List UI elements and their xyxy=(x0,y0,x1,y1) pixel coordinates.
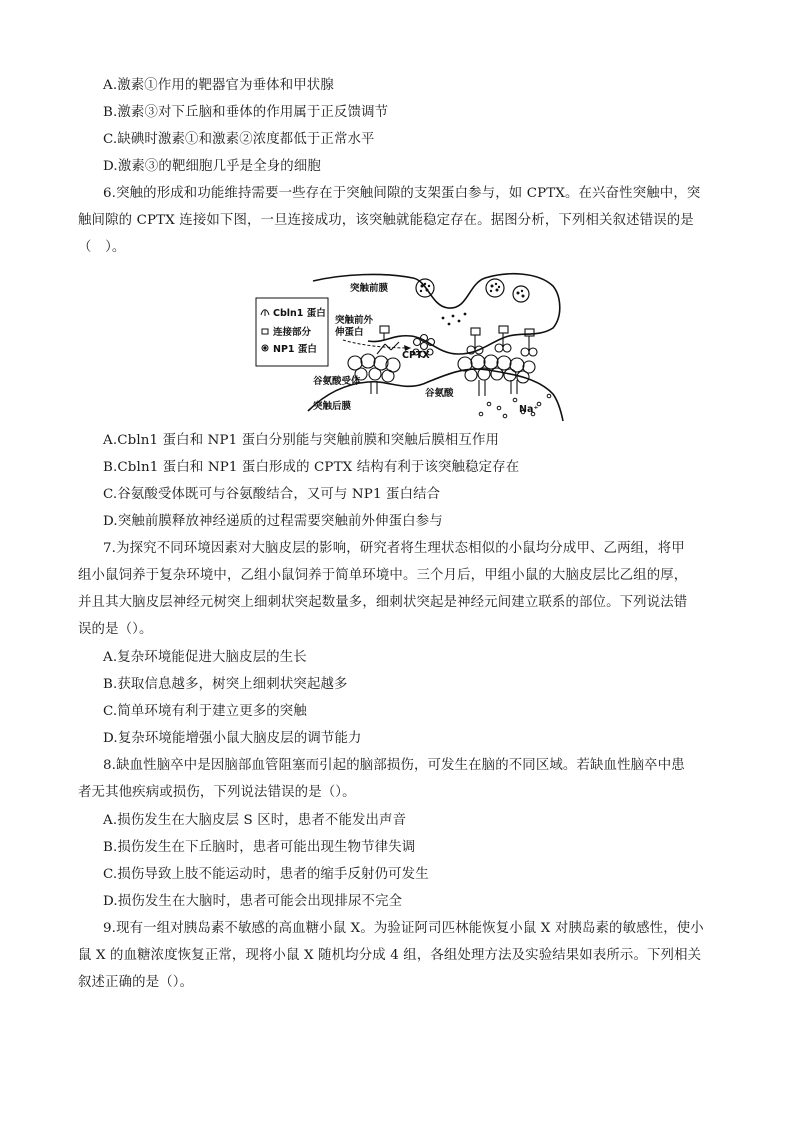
q5-option-a: A.激素①作用的靶器官为垂体和甲状腺 xyxy=(103,78,334,93)
sodium-ion-dots xyxy=(479,394,551,418)
q5-option-b: B.激素③对下丘脑和垂体的作用属于正反馈调节 xyxy=(103,105,389,120)
legend-np1-label: NP1 蛋白 xyxy=(273,344,317,355)
q8-stem-line-1: 8.缺血性脑卒中是因脑部血管阻塞而引起的脑部损伤，可发生在脑的不同区域。若缺血性脑卒中患 xyxy=(103,758,685,773)
q6-option-c: C.谷氨酸受体既可与谷氨酸结合，又可与 NP1 蛋白结合 xyxy=(103,487,441,502)
label-sodium: Na⁺ xyxy=(519,404,539,415)
label-presynaptic: 突触前膜 xyxy=(350,283,389,294)
q6-stem-line-3: （ ）。 xyxy=(78,240,126,255)
q5-option-c: C.缺碘时激素①和激素②浓度都低于正常水平 xyxy=(103,132,375,147)
q8-stem-line-2: 者无其他疾病或损伤，下列说法错误的是（）。 xyxy=(78,785,356,800)
q7-stem-line-1: 7.为探究不同环境因素对大脑皮层的影响，研究者将生理状态相似的小鼠均分成甲、乙两组，将甲 xyxy=(103,541,685,556)
label-cptx: CPTX xyxy=(402,350,430,361)
q7-option-b: B.获取信息越多，树突上细刺状突起越多 xyxy=(103,677,348,692)
q8-option-a: A.损伤发生在大脑皮层 S 区时，患者不能发出声音 xyxy=(103,813,407,828)
legend-cbln1-label: Cbln1 蛋白 xyxy=(273,308,326,319)
q6-option-d: D.突触前膜释放神经递质的过程需要突触前外伸蛋白参与 xyxy=(103,514,443,529)
q7-option-d: D.复杂环境能增强小鼠大脑皮层的调节能力 xyxy=(103,731,362,746)
label-postsynaptic: 突触后膜 xyxy=(313,401,352,412)
q7-stem-line-2: 组小鼠饲养于复杂环境中，乙组小鼠饲养于简单环境中。三个月后，甲组小鼠的大脑皮层比乙组的厚， xyxy=(78,568,688,583)
legend-linker-label: 连接部分 xyxy=(273,327,312,338)
q5-option-d: D.激素③的靶细胞几乎是全身的细胞 xyxy=(103,159,321,174)
q7-stem-line-4: 误的是（）。 xyxy=(78,622,153,637)
label-glutamate: 谷氨酸 xyxy=(425,388,454,399)
q9-stem-line-3: 叙述正确的是（）。 xyxy=(78,975,194,990)
q8-option-b: B.损伤发生在下丘脑时，患者可能出现生物节律失调 xyxy=(103,840,416,855)
q9-stem-line-2: 鼠 X 的血糖浓度恢复正常，现将小鼠 X 随机均分成 4 组，各组处理方法及实验结果如表所示。下列相关 xyxy=(78,948,702,963)
q9-stem-line-1: 9.现有一组对胰岛素不敏感的高血糖小鼠 X。为验证阿司匹林能恢复小鼠 X 对胰岛素的敏感性，使小 xyxy=(103,921,704,936)
synapse-figure xyxy=(253,266,569,424)
q7-option-c: C.简单环境有利于建立更多的突触 xyxy=(103,704,307,719)
q8-option-c: C.损伤导致上肢不能运动时，患者的缩手反射仍可发生 xyxy=(103,867,429,882)
label-receptor: 谷氨酸受体 xyxy=(313,376,361,387)
q7-stem-line-3: 并且其大脑皮层神经元树突上细刺状突起数量多，细刺状突起是神经元间建立联系的部位。下列说法错 xyxy=(78,595,688,610)
receptor-cluster-right xyxy=(458,326,537,396)
label-neurexin-2: 伸蛋白 xyxy=(335,327,364,338)
q6-stem-line-1: 6.突触的形成和功能维持需要一些存在于突触间隙的支架蛋白参与，如 CPTX。在兴奋性突触中，突 xyxy=(103,186,701,201)
label-neurexin-1: 突触前外 xyxy=(335,315,374,326)
vesicle-icons xyxy=(416,279,529,325)
q6-option-b: B.Cbln1 蛋白和 NP1 蛋白形成的 CPTX 结构有利于该突触稳定存在 xyxy=(103,460,520,475)
q6-option-a: A.Cbln1 蛋白和 NP1 蛋白分别能与突触前膜和突触后膜相互作用 xyxy=(103,433,500,448)
q8-option-d: D.损伤发生在大脑时，患者可能会出现排尿不完全 xyxy=(103,894,403,909)
q6-stem-line-2: 触间隙的 CPTX 连接如下图，一旦连接成功，该突触就能稳定存在。据图分析，下列相关叙述错误的是 xyxy=(78,213,694,228)
q7-option-a: A.复杂环境能促进大脑皮层的生长 xyxy=(103,650,307,665)
